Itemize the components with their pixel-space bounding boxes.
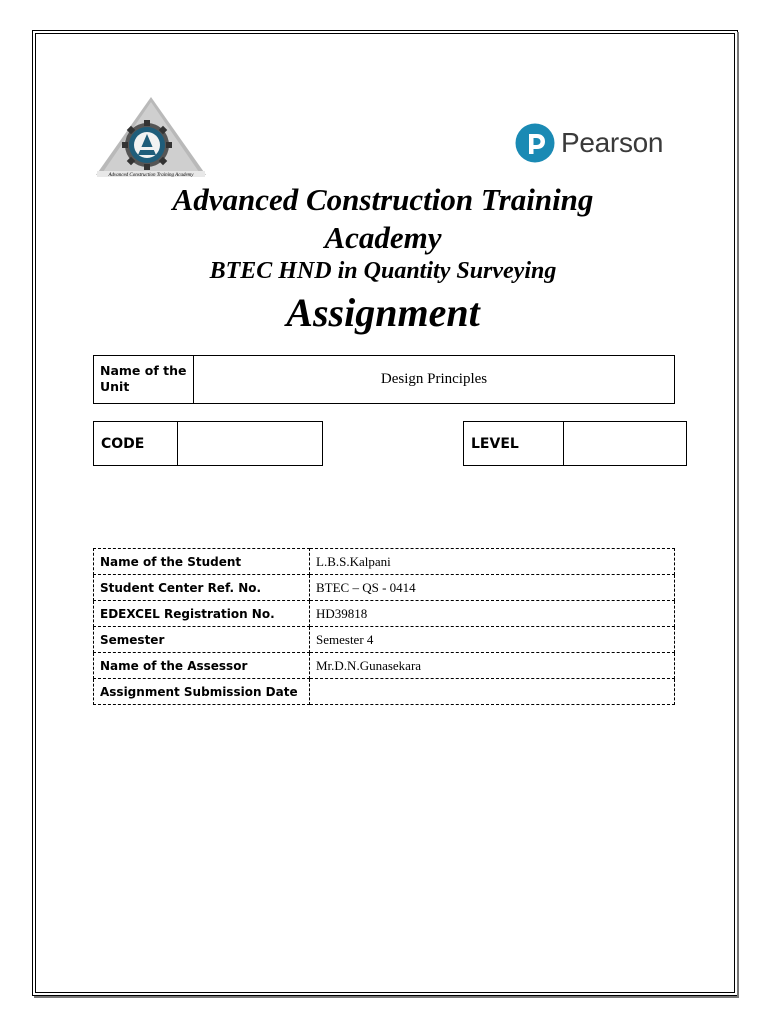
table-row — [94, 549, 675, 575]
page-border-shadow-bottom — [34, 996, 739, 998]
institution-title-line2: Academy — [324, 220, 442, 255]
assessor-label: Name of the Assessor — [94, 653, 310, 679]
submission-date-value — [310, 679, 675, 705]
unit-name-label: Name of the Unit — [94, 356, 194, 403]
center-ref-label: Student Center Ref. No. — [94, 575, 310, 601]
submission-date-label: Assignment Submission Date — [94, 679, 310, 705]
table-row — [94, 679, 675, 705]
semester-value: Semester 4 — [310, 627, 675, 653]
registration-no-label: EDEXCEL Registration No. — [94, 601, 310, 627]
document-type-title: Assignment — [286, 290, 480, 335]
code-box — [93, 421, 323, 466]
level-label: LEVEL — [464, 422, 564, 465]
page-border-shadow-right — [737, 32, 739, 998]
semester-label: Semester — [94, 627, 310, 653]
code-label: CODE — [94, 422, 178, 465]
pearson-p-icon — [515, 123, 555, 163]
institution-title — [60, 181, 706, 257]
unit-name-box — [93, 355, 675, 404]
student-info-table — [93, 548, 675, 705]
center-ref-value: BTEC – QS - 0414 — [310, 575, 675, 601]
academy-logo — [93, 96, 209, 178]
assessor-value: Mr.D.N.Gunasekara — [310, 653, 675, 679]
student-name-value: L.B.S.Kalpani — [310, 549, 675, 575]
pearson-wordmark: Pearson — [561, 127, 664, 158]
table-row — [94, 653, 675, 679]
table-row — [94, 627, 675, 653]
course-title: BTEC HND in Quantity Surveying — [209, 258, 557, 284]
academy-logo-caption: Advanced Construction Training Academy — [108, 173, 194, 178]
level-box — [463, 421, 687, 466]
pearson-logo — [515, 120, 663, 166]
table-row — [94, 575, 675, 601]
table-row — [94, 601, 675, 627]
unit-name-value: Design Principles — [380, 371, 488, 387]
registration-no-value: HD39818 — [310, 601, 675, 627]
student-name-label: Name of the Student — [94, 549, 310, 575]
institution-title-line1: Advanced Construction Training — [172, 182, 594, 217]
